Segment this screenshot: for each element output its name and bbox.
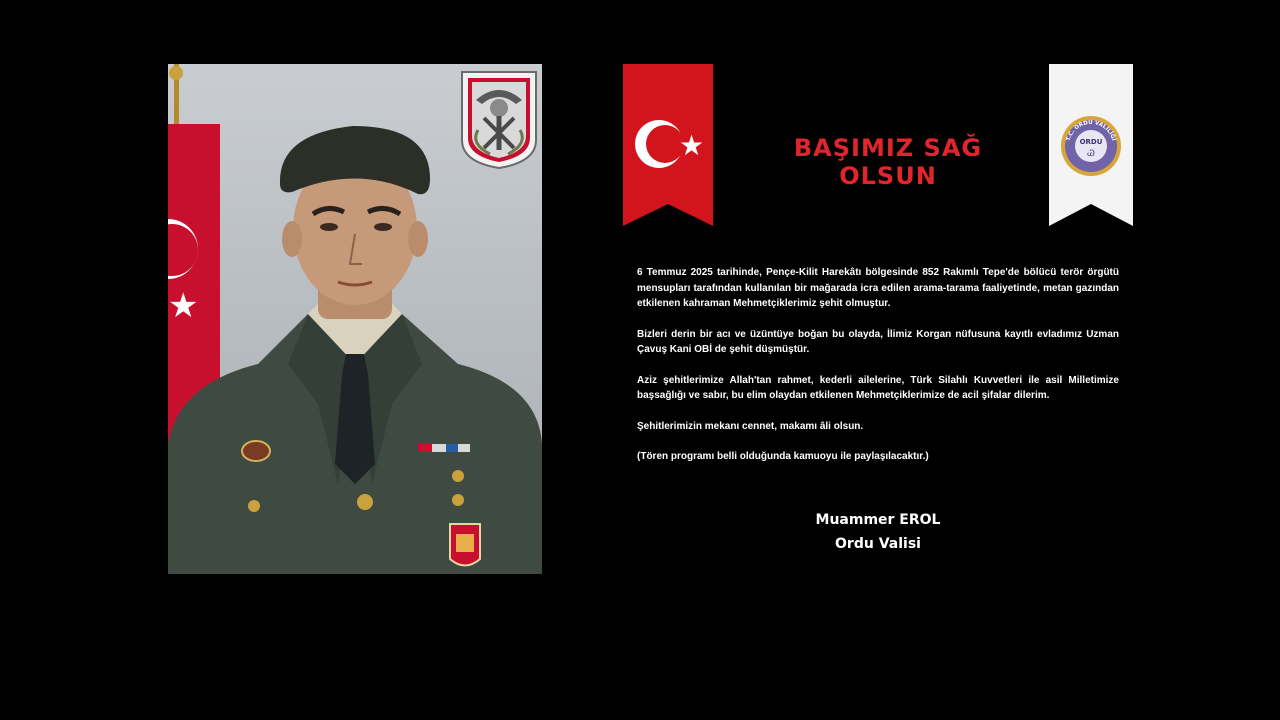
paragraph-2: Bizleri derin bir acı ve üzüntüye boğan bu olayda, İlimiz Korgan nüfusuna kayıtlı evladımız Uzman Çavuş Kani OBİ de şehit düşmüştür. (637, 328, 1119, 355)
turkish-armed-forces-emblem-icon (460, 70, 538, 170)
condolence-panel (623, 64, 1133, 564)
soldier-portrait (168, 64, 542, 574)
signatory-title: Ordu Valisi (835, 536, 921, 552)
paragraph-1: 6 Temmuz 2025 tarihinde, Pençe-Kilit Harekâtı bölgesinde 852 Rakımlı Tepe'de bölücü terör örgütü mensupları tarafından kullanılan bir mağarada icra edilen arama-tarama faaliyetinde, metan gazından etkilenen kahraman Mehmetçiklerimiz şehit olmuştur. (637, 267, 1119, 309)
turkish-flag-ribbon-icon (623, 64, 713, 226)
signatory-name: Muammer EROL (815, 512, 941, 528)
paragraph-5: (Tören programı belli olduğunda kamuoyu ile paylaşılacaktır.) (637, 451, 929, 462)
turkish-flag-icon: ★ (168, 124, 220, 454)
signature-block (743, 508, 1013, 556)
headline: BAŞIMIZ SAĞ OLSUN (793, 134, 983, 190)
svg-text:Ꮚ: Ꮚ (1087, 149, 1095, 159)
ordu-governorship-logo-icon (1049, 64, 1133, 226)
logo-top-text: T.C. ORDU VALİLİĞİ (1065, 119, 1117, 142)
paragraph-4: Şehitlerimizin mekanı cennet, makamı âli olsun. (637, 420, 864, 432)
condolence-message (637, 265, 1119, 480)
paragraph-3: Aziz şehitlerimize Allah'tan rahmet, kederli ailelerine, Türk Silahlı Kuvvetleri ile asil Milletimize başsağlığı ve sabır, bu elim olaydan etkilenen Mehmetçiklerimize de acil şifalar dilerim. (637, 374, 1119, 401)
logo-center-text: ORDU (1079, 138, 1103, 146)
svg-text:★: ★ (679, 129, 705, 162)
